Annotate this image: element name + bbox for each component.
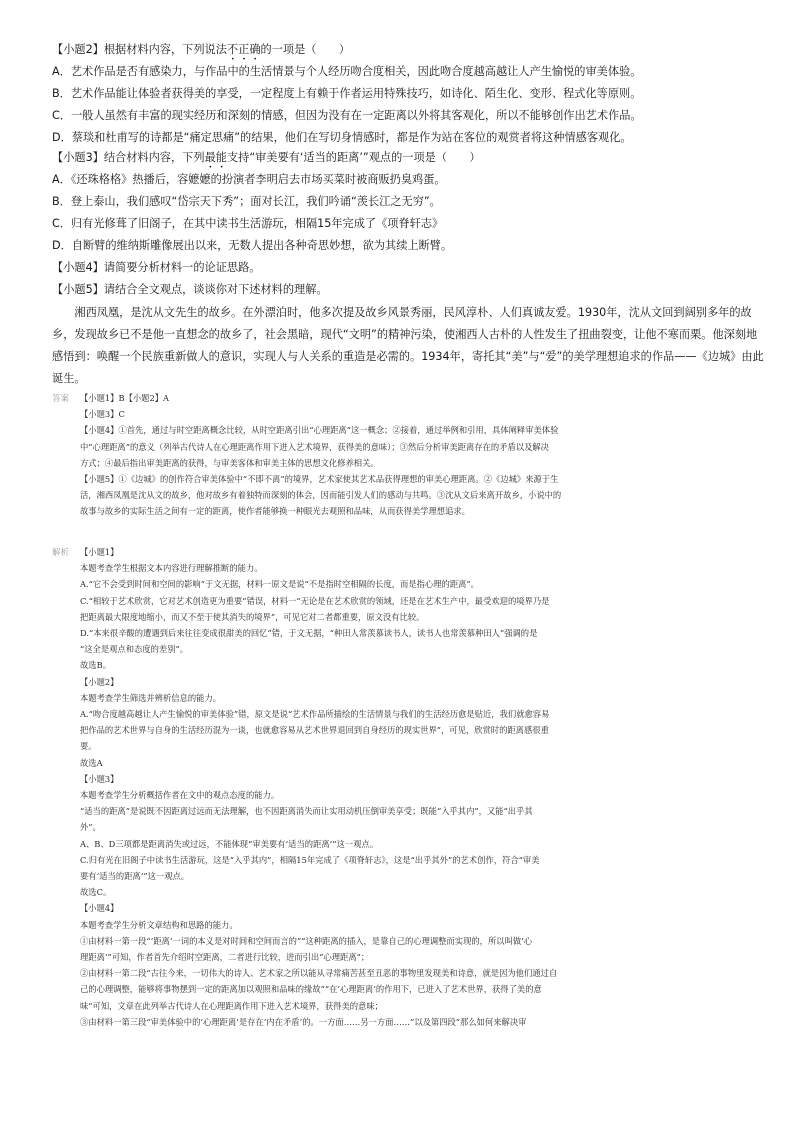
analysis-line: 故选C。 (80, 887, 112, 898)
answer-line: 【小题3】C (80, 409, 125, 420)
question-3-option-a: A．《还珠格格》热播后，容嬷嬷的扮演者李明启去市场买菜时被商贩扔臭鸡蛋。 (52, 173, 446, 186)
analysis-line: 【小题1】 (80, 547, 119, 557)
analysis-line: 故选A (80, 757, 103, 768)
analysis-line: A、B、D三项都是距离消失或过远，不能体现“审美要有‘适当的距离’”这一观点。 (80, 838, 379, 849)
analysis-line: “适当的距离”是说既不因距离过远而无法理解，也不因距离消失而让实用动机压倒审美享受；既能“入乎其内”，又能“出乎其 (80, 806, 533, 817)
analysis-block (80, 544, 760, 1030)
answer-block (80, 390, 760, 520)
reading-passage: 湘西凤凰，是沈从文先生的故乡。在外漂泊时，他多次提及故乡风景秀丽，民风淳朴、人们真诚友爱。1930年，沈从文回到阔别多年的故乡，发现故乡已不是他一直想念的故乡了，社会黑暗，现代“文明”的精神污染，使湘西人古朴的人性发生了扭曲裂变，让他不寒而栗。他深刻地感悟到：唤醒一个民族重新做人的意识，实现人与人关系的重造是必需的。1934年，寄托其“美”与“爱”的美学理想追求的作品——《边城》由此诞生。 (52, 306, 764, 385)
analysis-line: 外”。 (80, 822, 101, 833)
analysis-line: 本题考查学生根据文本内容进行理解推断的能力。 (80, 563, 263, 574)
analysis-line: 【小题2】 (80, 676, 119, 687)
answer-tag: 答案 (52, 394, 70, 404)
analysis-line: A.“它不会受到时间和空间的影响”于文无据，材料一原文是说“不是指时空相隔的长度，而是指心理的距离”。 (80, 579, 479, 590)
analysis-line: ②由材料一第二段“古往今来，一切伟大的诗人、艺术家之所以能从寻常痛苦甚至丑恶的事物里发现美和诗意，就是因为他们通过自 (80, 968, 558, 979)
analysis-line: C.归有光在旧阁子中读书生活游玩，这是“入乎其内”，相隔15年完成了《项脊轩志》，这是“出乎其外”的艺术创作，符合“审美 (80, 854, 540, 865)
emphasis-text: 最能 (204, 151, 227, 164)
answer-line: 中“心理距离”的意义（列举古代诗人在心理距离作用下进入艺术境界，获得美的意味）；③然后分析审美距离存在的矛盾以及解决 (80, 441, 549, 452)
emphasis-text: 不正确 (226, 43, 261, 56)
question-4-stem: 【小题4】请简要分析材料一的论证思路。 (52, 261, 261, 274)
analysis-line: 故选B。 (80, 660, 111, 671)
answer-line: 【小题5】①《边城》的创作符合审美体验中“不即不离”的境界，艺术家使其艺术品获得理想的审美心理距离。②《边城》来源于生 (80, 474, 559, 485)
question-2-option-d: D．蔡琰和杜甫写的诗都是“痛定思痛”的结果，他们在写切身情感时，都是作为站在客位的观赏者将这种情感客观化。 (52, 131, 632, 144)
answer-line: 活，湘西凤凰是沈从文的故乡，他对故乡有着独特而深刻的体会，因而能引发人们的感动与共鸣。③沈从文后来离开故乡，小说中的 (80, 490, 562, 501)
analysis-line: “这全是观点和态度的差别”。 (80, 644, 189, 655)
question-3-option-b: B．登上泰山，我们感叹“岱宗天下秀”；面对长江，我们吟诵“羡长江之无穷”。 (52, 195, 441, 208)
question-2-option-a: A．艺术作品是否有感染力，与作品中的生活情景与个人经历吻合度相关，因此吻合度越高越让人产生愉悦的审美体验。 (52, 65, 642, 78)
analysis-tag: 解析 (52, 548, 70, 558)
answer-line: 方式；④最后指出审美距离的获得，与审美客体和审美主体的思想文化修养相关。 (80, 457, 379, 468)
analysis-line: 把距离最大限度地缩小，而又不至于使其消失的境界”，可见它对二者都重要，原文没有比较。 (80, 611, 425, 622)
analysis-line: A.“吻合度越高越让人产生愉悦的审美体验”错，原文是说“艺术作品所描绘的生活情景与我们的生活经历愈是贴近，我们就愈容易 (80, 709, 550, 720)
question-3-option-c: C．归有光修葺了旧阁子，在其中读书生活游玩，相隔15年完成了《项脊轩志》 (52, 217, 444, 230)
analysis-line: D.“本来很辛酸的遭遇到后来往往变成很甜美的回忆”错，于文无据，“种田人常羡慕读书人，读书人也常羡慕种田人”强调的是 (80, 628, 538, 639)
analysis-line: 本题考查学生筛选并辨析信息的能力。 (80, 692, 222, 703)
answer-line: 【小题4】①首先，通过与时空距离概念比较，从时空距离引出“心理距离”这一概念；②接着，通过举例和引用，具体阐释审美体验 (80, 425, 559, 436)
analysis-line: 本题考查学生分析文章结构和思路的能力。 (80, 919, 238, 930)
analysis-line: 【小题4】 (80, 903, 119, 914)
analysis-line: 己的心理调整，能够将事物摆到一定的距离加以观照和品味的缘故”“在‘心理距离’的作用下，已进入了艺术世界，获得了美的意 (80, 984, 542, 995)
analysis-line: 把作品的艺术世界与自身的生活经历混为一谈，也就愈容易从艺术世界退回到自身经历的现实世界”，可见，欣赏时的距离感很重 (80, 725, 549, 736)
analysis-line: 【小题3】 (80, 773, 119, 784)
analysis-line: 本题考查学生分析概括作者在文中的观点态度的能力。 (80, 790, 280, 801)
question-5-stem: 【小题5】请结合全文观点，谈谈你对下述材料的理解。 (52, 283, 328, 296)
analysis-line: 要有‘适当的距离’”这一观点。 (80, 871, 190, 882)
analysis-line: 理距离’”可知，作者首先介绍时空距离，二者进行比较，进而引出“心理距离”； (80, 952, 370, 963)
question-3-option-d: D．自断臂的维纳斯雕像展出以来，无数人提出各种奇思妙想，欲为其续上断臂。 (52, 239, 453, 252)
answer-line: 【小题1】B【小题2】A (80, 393, 170, 403)
question-2-stem: 【小题2】根据材料内容，下列说法不正确的一项是（ ） (52, 43, 351, 56)
question-3-stem: 【小题3】结合材料内容，下列最能支持“审美要有‘适当的距离’”观点的一项是（ ） (52, 151, 481, 164)
question-2-option-b: B．艺术作品能让体验者获得美的享受，一定程度上有赖于作者运用特殊技巧，如诗化、陌生化、变形、程式化等原则。 (52, 87, 642, 100)
question-2-option-c: C．一般人虽然有丰富的现实经历和深刻的情感，但因为没有在一定距离以外将其客观化，所以不能够创作出艺术作品。 (52, 109, 642, 122)
analysis-line: ①由材料一第一段“‘距离’一词的本义是对时间和空间而言的”“这种距离的插入，是靠自己的心理调整而实现的，所以叫做‘心 (80, 935, 533, 946)
analysis-line: ③由材料一第三段“审美体验中的‘心理距离’是存在‘内在矛盾’的。一方面……另一方面……”以及第四段“那么如何来解决审 (80, 1016, 527, 1027)
analysis-line: C.“相较于艺术欣赏，它对艺术创造更为重要”错误，材料一“无论是在艺术欣赏的领域，还是在艺术生产中，最受欢迎的境界乃是 (80, 595, 550, 606)
analysis-line: 要。 (80, 741, 97, 752)
answer-line: 故事与故乡的实际生活之间有一定的距离，使作者能够换一种眼光去观照和品味，从而获得美学理想追求。 (80, 506, 470, 517)
analysis-line: 味”可知，文章在此列举古代诗人在心理距离作用下进入艺术境界，获得美的意味； (80, 1000, 383, 1011)
